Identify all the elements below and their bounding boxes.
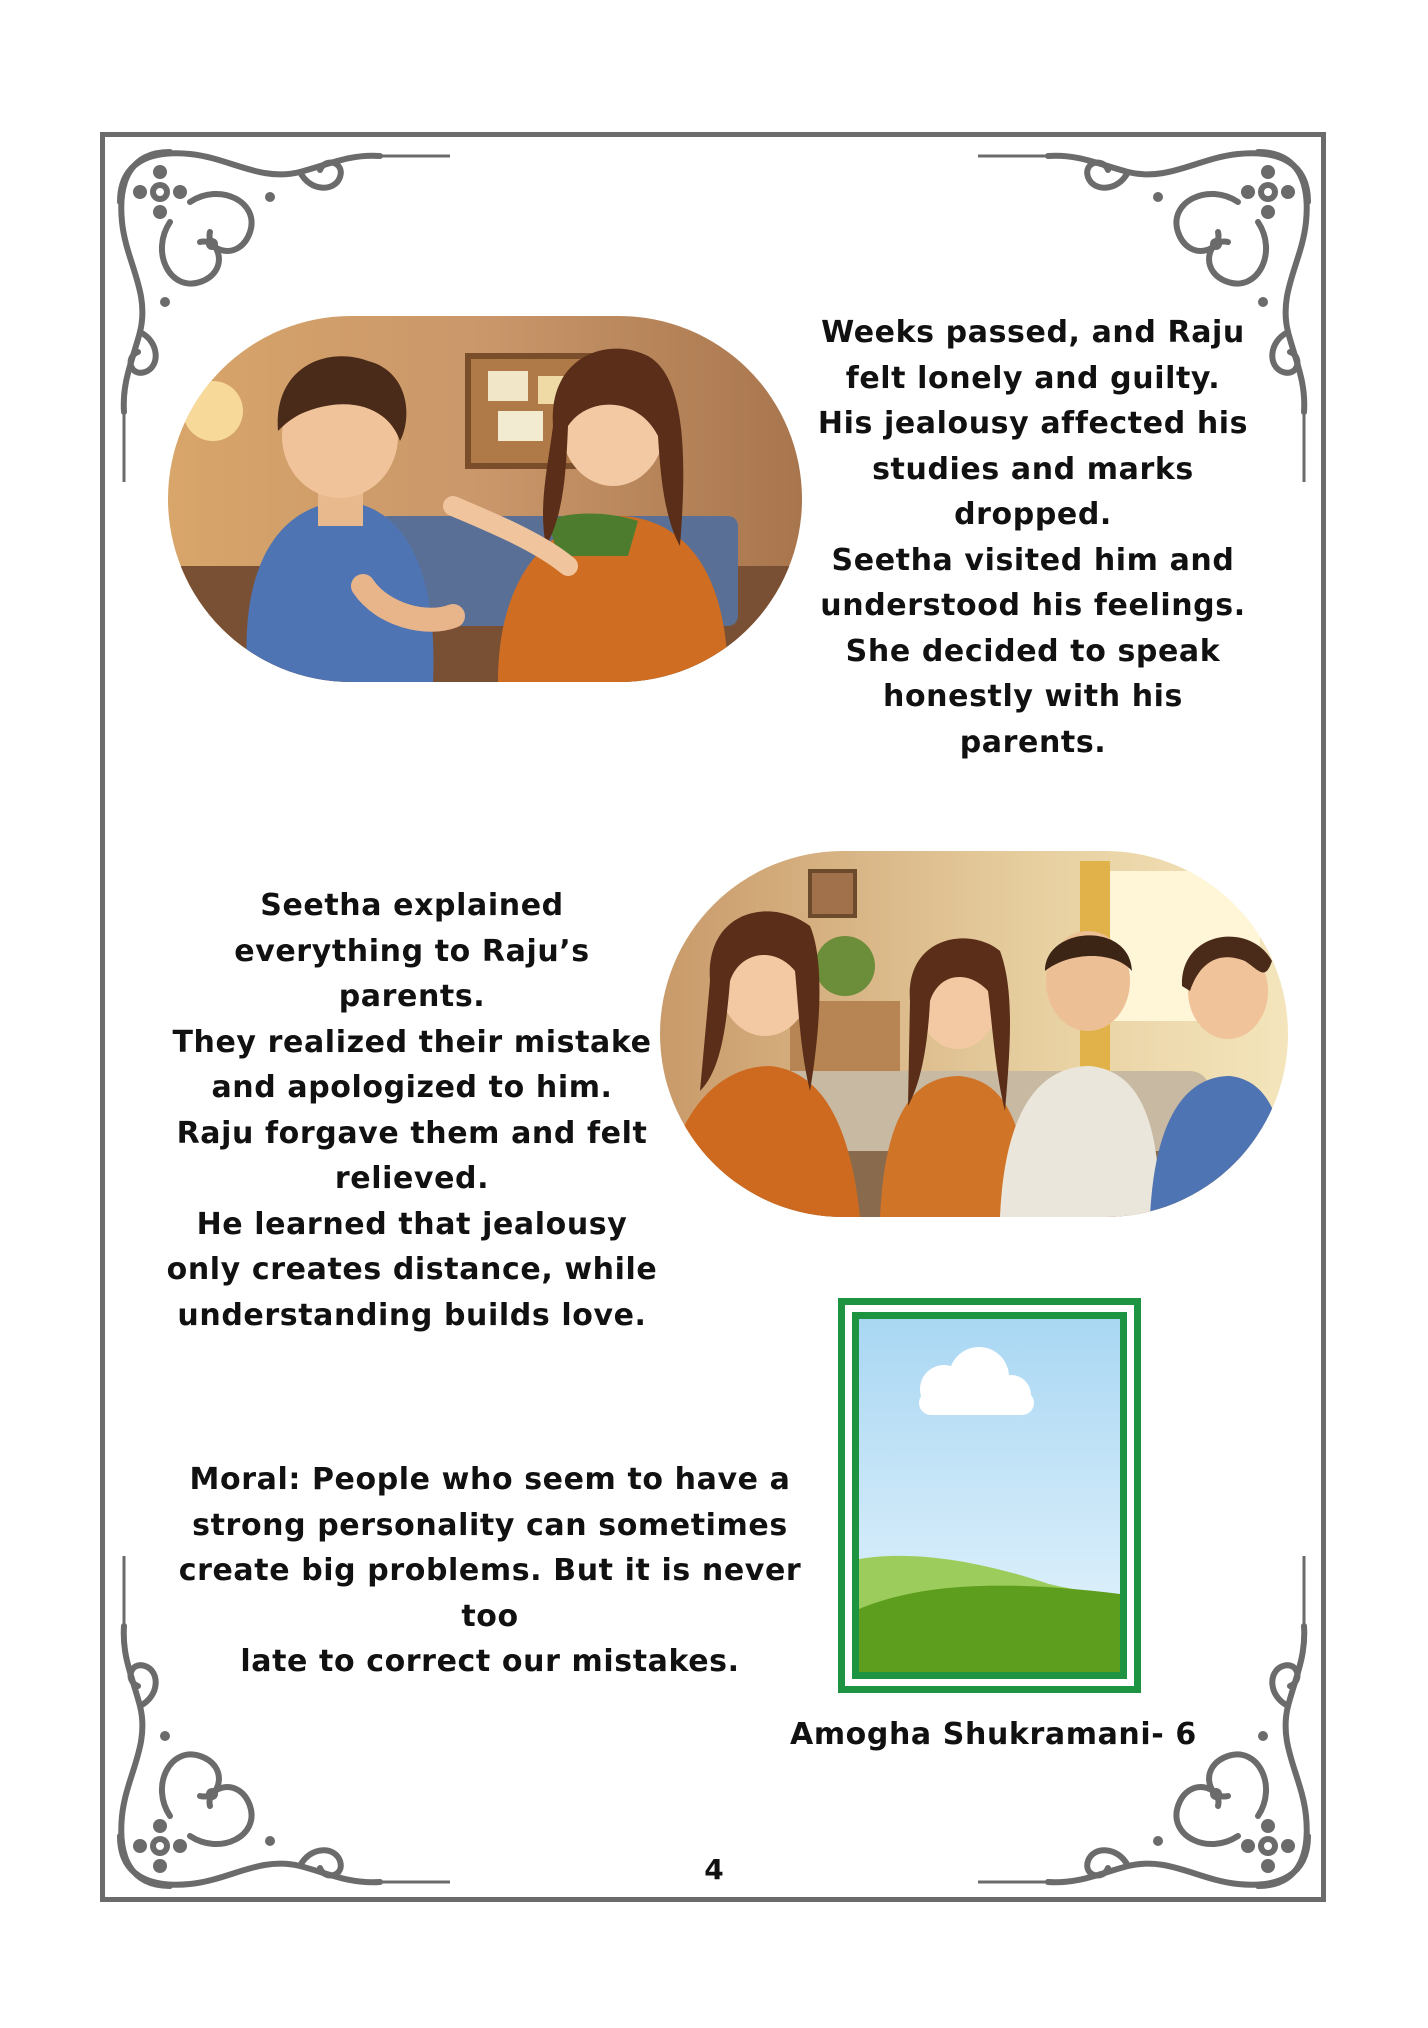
story-line: only creates distance, while (166, 1252, 658, 1287)
moral-line: strong personality can sometimes (192, 1507, 788, 1543)
story-line: parents. (338, 979, 486, 1014)
moral-line: Moral: People who seem to have a (189, 1462, 791, 1497)
moral-line: late to correct our mistakes. (240, 1644, 740, 1679)
story-line: Raju forgave them and felt (176, 1115, 648, 1151)
story-line: felt lonely and guilty. (845, 360, 1221, 396)
story-line: understanding builds love. (177, 1297, 647, 1333)
story-line: relieved. (334, 1161, 490, 1196)
story-line: studies and marks (872, 451, 1194, 487)
story-line: She decided to speak (845, 633, 1221, 669)
story-line: and apologized to him. (211, 1070, 613, 1105)
story-paragraph-1 (808, 310, 1258, 765)
window-pane (852, 1312, 1127, 1679)
story-line: honestly with his parents. (883, 679, 1183, 760)
story-line: dropped. (954, 497, 1112, 532)
page-number: 4 (704, 1853, 724, 1886)
window-landscape-icon (838, 1298, 1141, 1693)
moral-paragraph (150, 1457, 830, 1685)
story-line: Seetha explained (260, 888, 564, 923)
story-line: They realized their mistake (172, 1024, 652, 1060)
story-line: His jealousy affected his (817, 406, 1249, 441)
story-line: understood his feelings. (820, 588, 1246, 623)
story-line: Weeks passed, and Raju (821, 315, 1245, 350)
author-credit: Amogha Shukramani- 6 (790, 1717, 1197, 1752)
illustration-raju-and-seetha (168, 316, 802, 682)
illustration-family-talk (660, 851, 1288, 1217)
story-line: everything to Raju’s (234, 933, 590, 969)
story-paragraph-2 (162, 883, 662, 1338)
story-line: He learned that jealousy (196, 1206, 628, 1242)
story-line: Seetha visited him and (831, 542, 1235, 578)
moral-line: create big problems. But it is never too (178, 1553, 802, 1634)
